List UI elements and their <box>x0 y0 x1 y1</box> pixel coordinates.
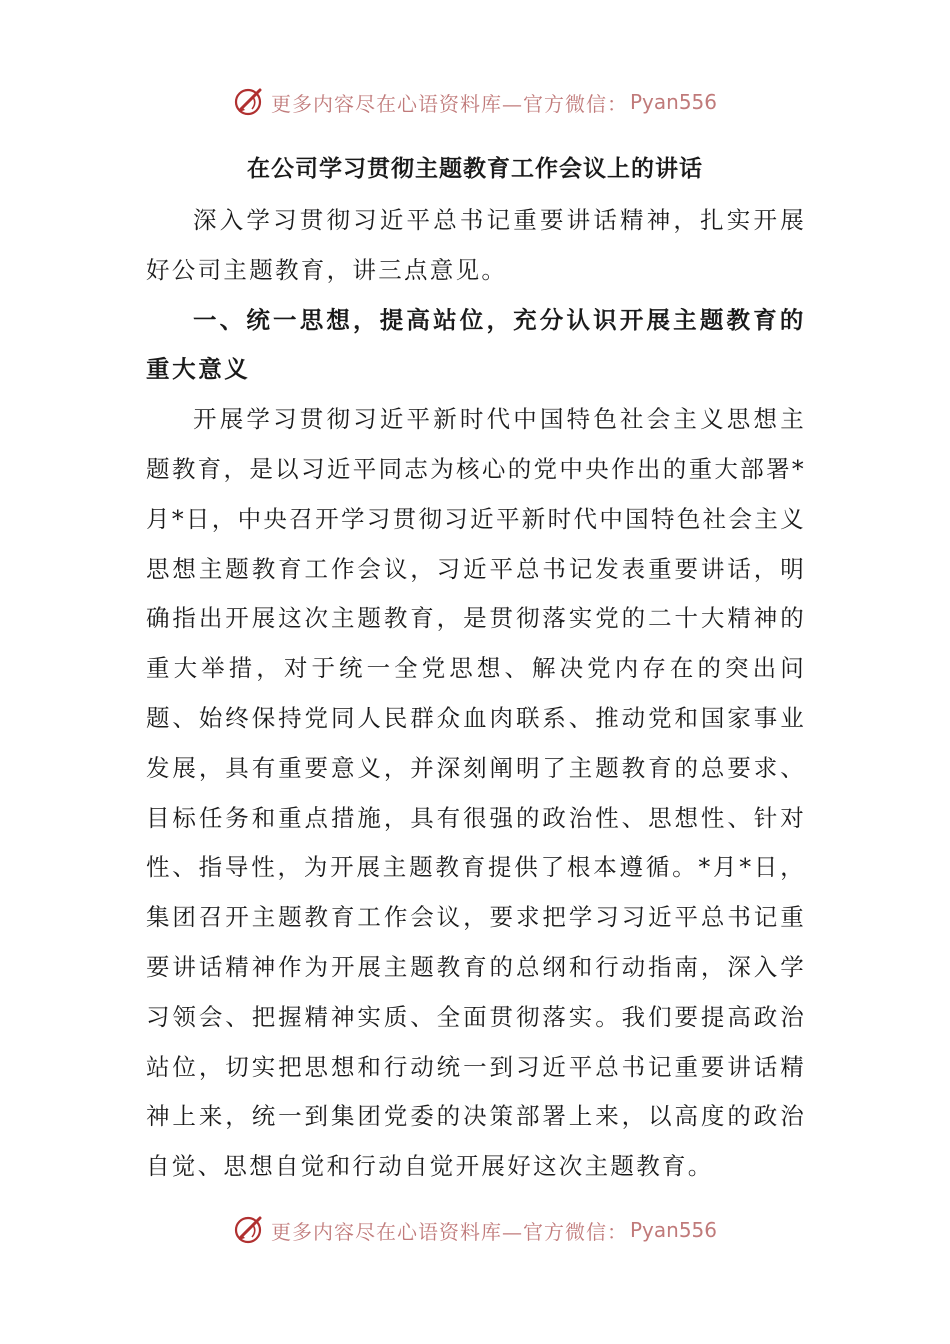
banner-wechat-id: Pyan556 <box>629 90 717 114</box>
pen-logo-icon <box>233 1213 267 1247</box>
intro-paragraph: 深入学习贯彻习近平总书记重要讲话精神，扎实开展好公司主题教育，讲三点意见。 <box>146 206 806 284</box>
banner-text: 更多内容尽在心语资料库—官方微信： <box>270 91 628 116</box>
section-paragraph: 开展学习贯彻习近平新时代中国特色社会主义思想主题教育，是以习近平同志为核心的党中央作出的重大部署*月*日，中央召开学习贯彻习近平新时代中国特色社会主义思想主题教育工作会议，习近平总书记发表重要讲话，明确指出开展这次主题教育，是贯彻落实党的二十大精神的重大举措，对于统一全党思想、解决党内存在的突出问题、始终保持党同人民群众血肉联系、推动党和国家事业发展，具有重要意义，并深刻阐明了主题教育的总要求、目标任务和重点措施，具有很强的政治性、思想性、针对性、指导性，为开展主题教育提供了根本遵循。*月*日，集团召开主题教育工作会议，要求把学习习近平总书记重要讲话精神作为开展主题教育的总纲和行动指南，深入学习领会、把握精神实质、全面贯彻落实。我们要提高政治站位，切实把思想和行动统一到习近平总书记重要讲话精神上来，统一到集团党委的决策部署上来，以高度的政治自觉、思想自觉和行动自觉开展好这次主题教育。 <box>146 405 806 1181</box>
header-watermark-banner <box>0 82 950 122</box>
banner-text: 更多内容尽在心语资料库—官方微信： <box>270 1219 628 1244</box>
banner-wechat-id: Pyan556 <box>629 1218 717 1242</box>
footer-watermark-banner <box>0 1210 950 1250</box>
document-body <box>146 196 806 1192</box>
section-heading: 一、统一思想，提高站位，充分认识开展主题教育的重大意义 <box>146 305 806 384</box>
pen-logo-icon <box>233 85 267 119</box>
document-title: 在公司学习贯彻主题教育工作会议上的讲话 <box>247 155 703 182</box>
